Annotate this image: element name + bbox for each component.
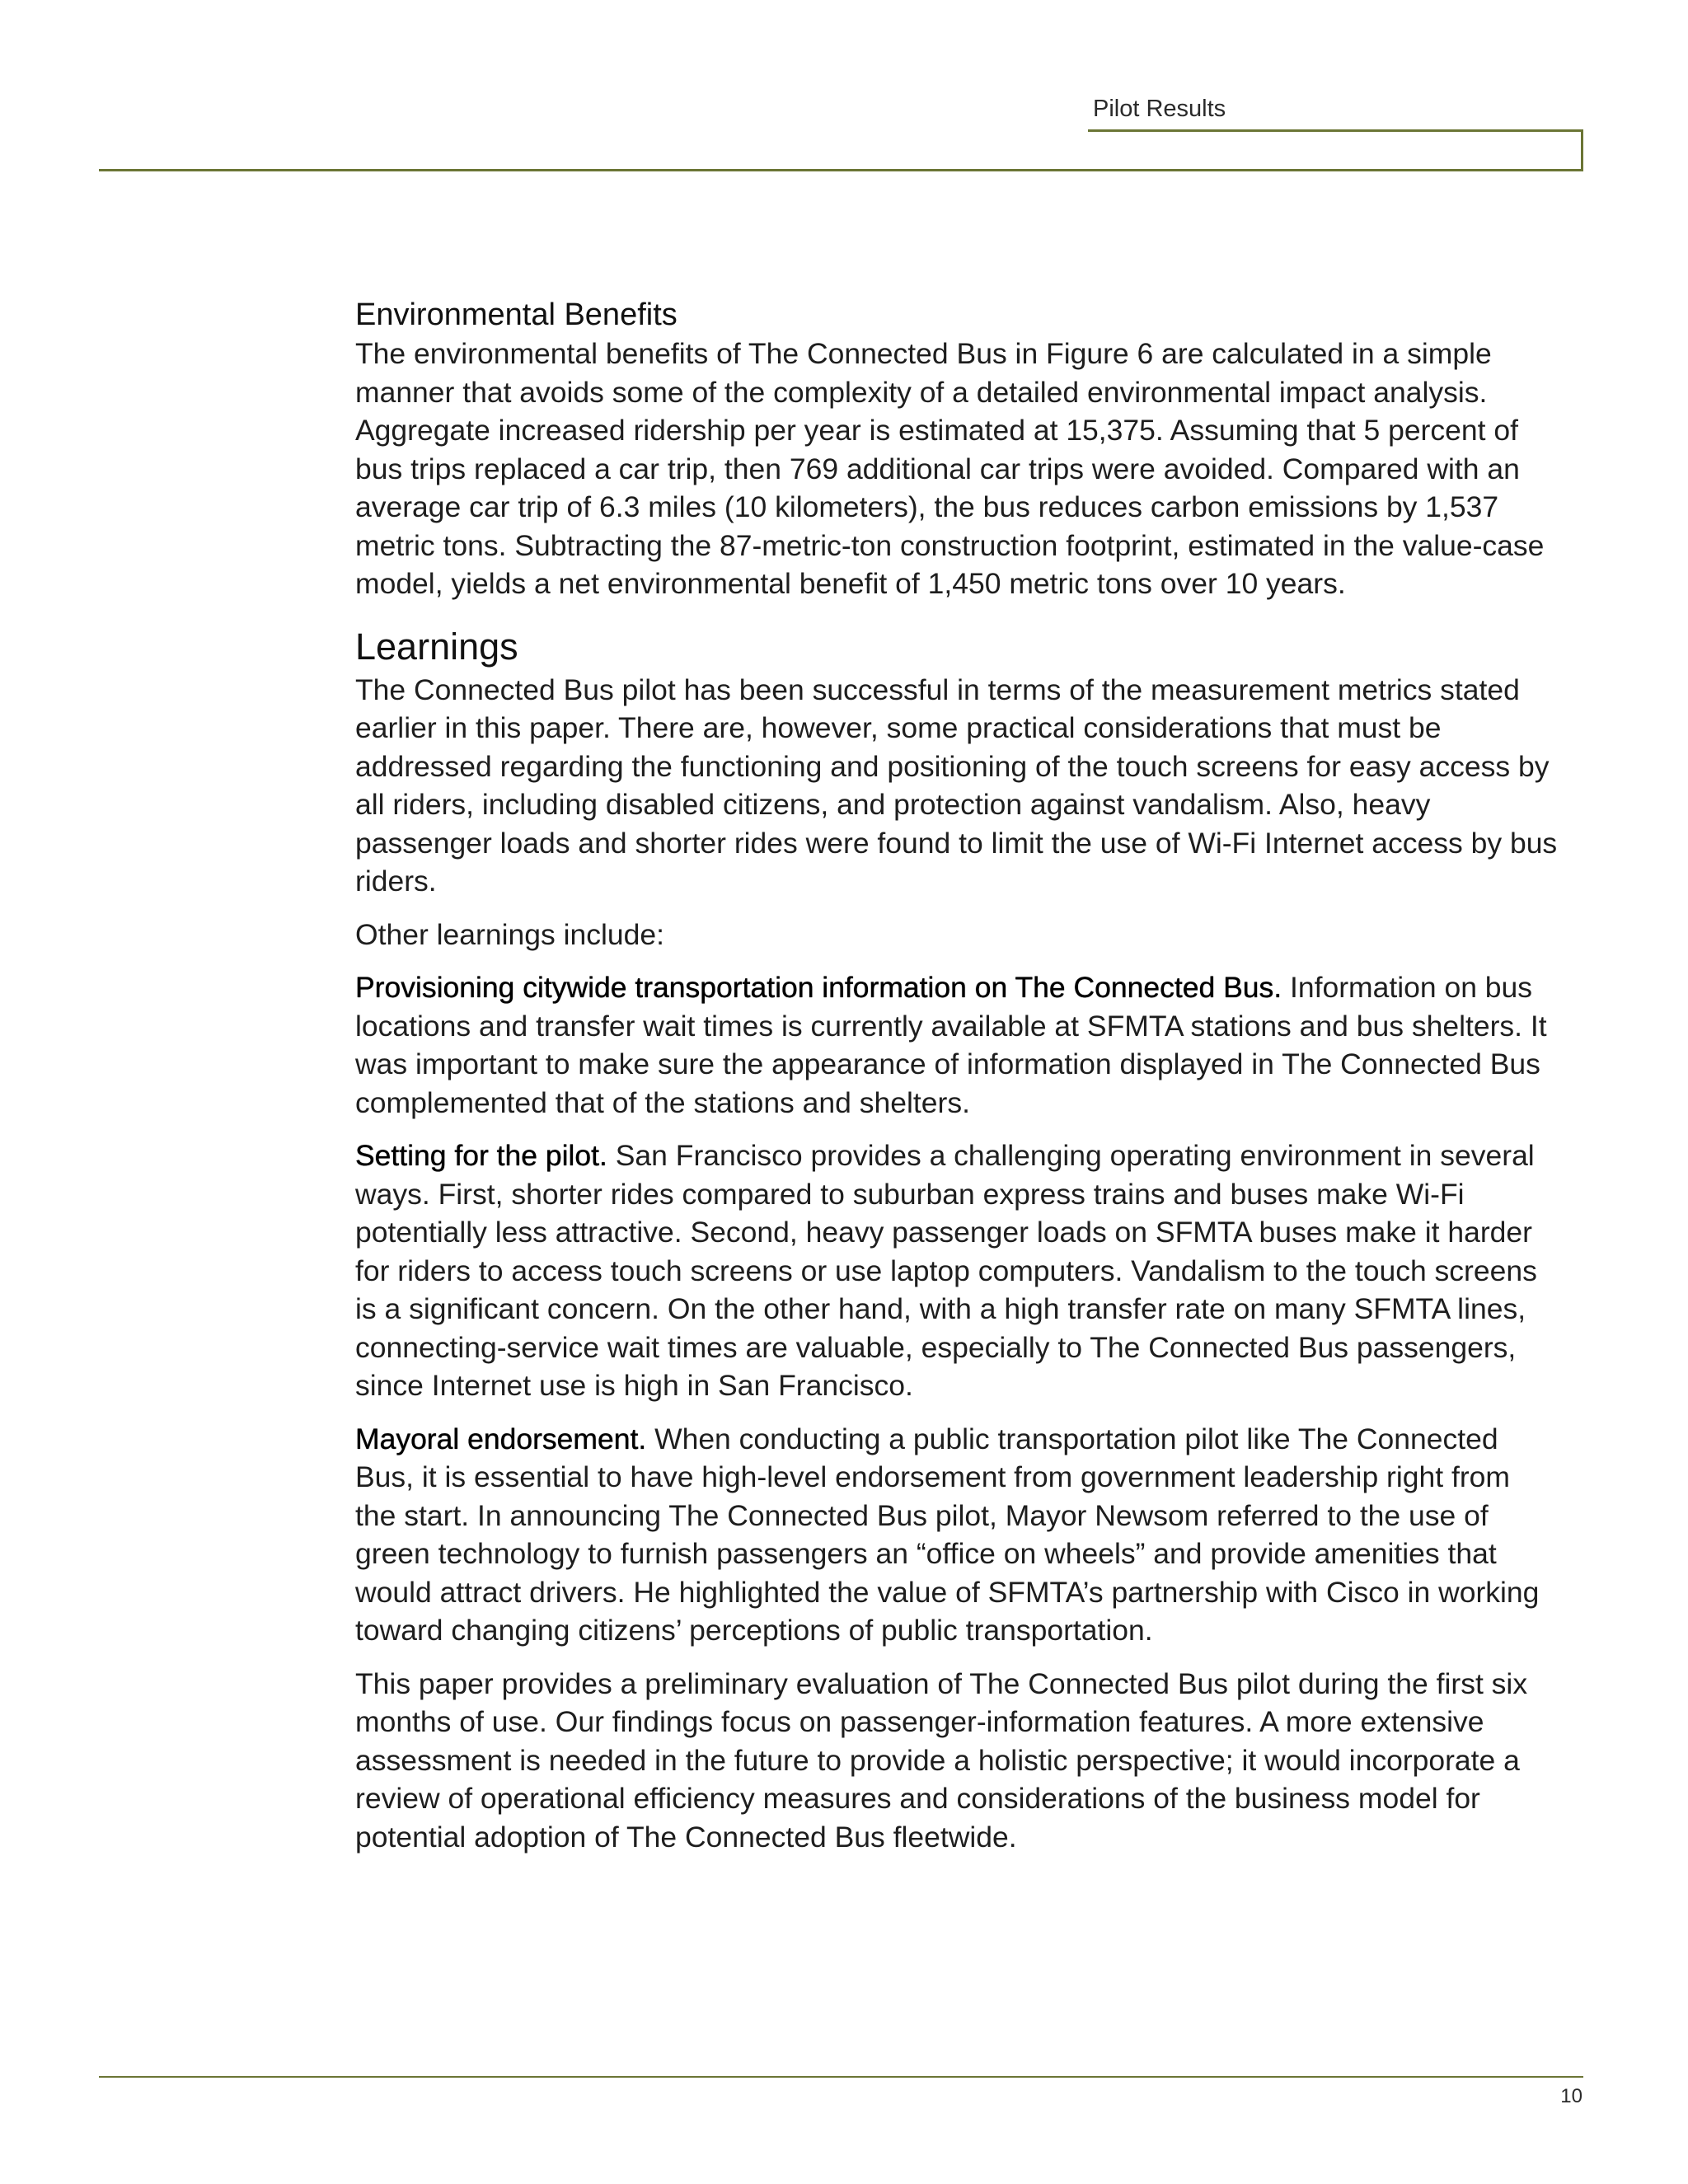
learning-item-provisioning [355, 968, 1559, 1122]
header-rule [99, 169, 1583, 171]
running-header: Pilot Results [1093, 96, 1226, 122]
learning-item-endorsement [355, 1420, 1559, 1650]
environmental-benefits-heading: Environmental Benefits [355, 298, 678, 332]
header-rule-top [1088, 129, 1582, 132]
footer-rule [99, 2076, 1583, 2078]
learnings-heading: Learnings [355, 625, 518, 668]
closing-paragraph: This paper provides a preliminary evaluation of The Connected Bus pilot during the first six months of use. Our findings focus on passenger-information features. A more extensive assessment is needed in the future to provide a holistic perspective; it would incorporate a review of operational efficiency measures and considerations of the business model for potential adoption of The Connected Bus fleetwide. [355, 1666, 1528, 1854]
page-body [355, 295, 1559, 1856]
learning-item-setting [355, 1137, 1559, 1405]
learning-item-text: San Francisco provides a challenging operating environment in several ways. First, shorter rides compared to suburban express trains and buses make Wi-Fi potentially less attractive. Second, heavy passenger loads on SFMTA buses make it harder for riders to access touch screens or use laptop computers. Vandalism to the touch screens is a significant concern. On the other hand, with a high transfer rate on many SFMTA lines, connecting-service wait times are valuable, especially to The Connected Bus passengers, since Internet use is high in San Francisco. [355, 1139, 1537, 1402]
learning-item-lead: Setting for the pilot. [355, 1139, 607, 1172]
learning-item-lead: Mayoral endorsement. [355, 1422, 647, 1455]
learning-item-text: When conducting a public transportation pilot like The Connected Bus, it is essential to have high-level endorsement from government leadership right from the start. In announcing The Connected Bus pilot, Mayor Newsom referred to the use of green technology to furnish passengers an “office on wheels” and provide amenities that would attract drivers. He highlighted the value of SFMTA’s partnership with Cisco in working toward changing citizens’ perceptions of public transportation. [355, 1422, 1540, 1647]
learnings-intro-paragraph: The Connected Bus pilot has been successful in terms of the measurement metrics stated earlier in this paper. There are, however, some practical considerations that must be addressed regarding the functioning and positioning of the touch screens for easy access by all riders, including disabled citizens, and protection against vandalism. Also, heavy passenger loads and shorter rides were found to limit the use of Wi-Fi Internet access by bus riders. [355, 673, 1558, 898]
learning-item-lead: Provisioning citywide transportation information on The Connected Bus. [355, 971, 1282, 1004]
environmental-benefits-paragraph: The environmental benefits of The Connected Bus in Figure 6 are calculated in a simple manner that avoids some of the complexity of a detailed environmental impact analysis. Aggregate increased ridership per year is estimated at 15,375. Assuming that 5 percent of bus trips replaced a car trip, then 769 additional car trips were avoided. Compared with an average car trip of 6.3 miles (10 kilometers), the bus reduces carbon emissions by 1,537 metric tons. Subtracting the 87-metric-ton construction footprint, estimated in the value-case model, yields a net environmental benefit of 1,450 metric tons over 10 years. [355, 337, 1545, 600]
header-rule-right [1581, 129, 1583, 171]
learning-item-text: Information on bus locations and transfer wait times is currently available at SFMTA stations and bus shelters. It was important to make sure the appearance of information displayed in The Connected Bus complemented that of the stations and shelters. [355, 971, 1547, 1119]
other-learnings-label: Other learnings include: [355, 917, 664, 951]
page-number: 10 [1560, 2085, 1582, 2107]
